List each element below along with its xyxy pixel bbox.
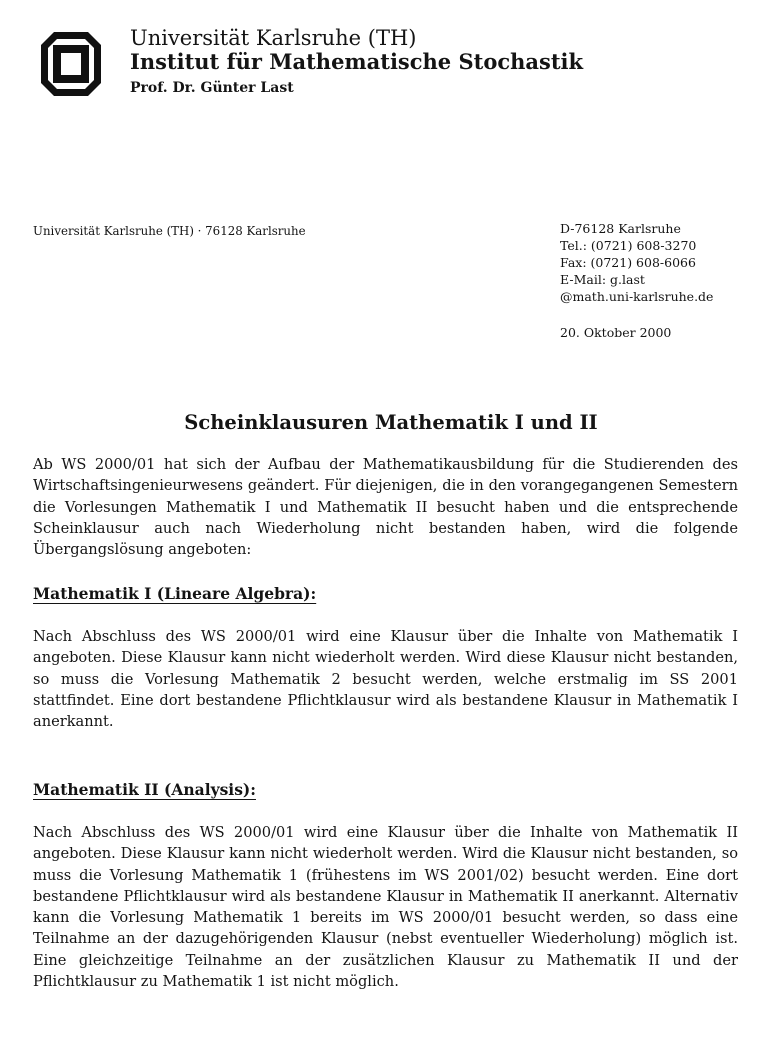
- contact-block: [560, 220, 713, 305]
- institute-name: Institut für Mathematische Stochastik: [130, 49, 584, 74]
- contact-fax: Fax: (0721) 608-6066: [560, 255, 696, 270]
- letter-date: 20. Oktober 2000: [560, 325, 672, 340]
- section-text-math-1: Nach Abschluss des WS 2000/01 wird eine Klausur über die Inhalte von Mathematik I angeboten. Diese Klausur kann nicht wiederholt werden. Wird diese Klausur nicht bestanden, so muss die Vorlesung Mathematik 2 besucht werden, welche erstmalig im SS 2001 stattfindet. Eine dort bestandene Pflichtklausur wird als bestandene Klausur in Mathematik I anerkannt.: [33, 628, 738, 731]
- section-heading-math-2: Mathematik II (Analysis):: [33, 780, 256, 799]
- contact-city: D-76128 Karlsruhe: [560, 221, 681, 236]
- section-heading-math-1: Mathematik I (Lineare Algebra):: [33, 584, 317, 603]
- sender-address-line: Universität Karlsruhe (TH) · 76128 Karlsruhe: [33, 224, 306, 238]
- professor-name: Prof. Dr. Günter Last: [130, 80, 294, 96]
- section-text-math-2: Nach Abschluss des WS 2000/01 wird eine Klausur über die Inhalte von Mathematik II angeboten. Diese Klausur kann nicht wiederholt werden. Wird die Klausur nicht bestanden, so muss die Vorlesung Mathematik 1 (frühestens im WS 2001/02) besucht werden. Eine dort bestandene Pflichtklausur wird als bestandene Klausur in Mathematik II anerkannt. Alternativ kann die Vorlesung Mathematik 1 bereits im WS 2000/01 besucht werden, so dass eine Teilnahme an der dazugehörigenden Klausur (nebst eventueller Wiederholung) möglich ist. Eine gleichzeitige Teilnahme an der zusätzlichen Klausur zu Mathematik II und der Pflichtklausur zu Mathematik 1 ist nicht möglich.: [33, 824, 738, 991]
- contact-phone: Tel.: (0721) 608-3270: [560, 238, 697, 253]
- university-logo: [40, 31, 102, 97]
- contact-email-line-1: E-Mail: g.last: [560, 272, 645, 287]
- contact-email-line-2: @math.uni-karlsruhe.de: [560, 289, 714, 304]
- document-title: Scheinklausuren Mathematik I und II: [184, 411, 598, 434]
- university-name: Universität Karlsruhe (TH): [130, 26, 417, 50]
- intro-paragraph: Ab WS 2000/01 hat sich der Aufbau der Mathematikausbildung für die Studierenden des Wirtschaftsingenieurwesens geändert. Für diejenigen, die in den vorangegangenen Semestern die Vorlesungen Mathematik I und Mathematik II besucht haben und die entsprechende Scheinklausur auch nach Wiederholung nicht bestanden haben, wird die folgende Übergangslösung angeboten:: [33, 456, 738, 559]
